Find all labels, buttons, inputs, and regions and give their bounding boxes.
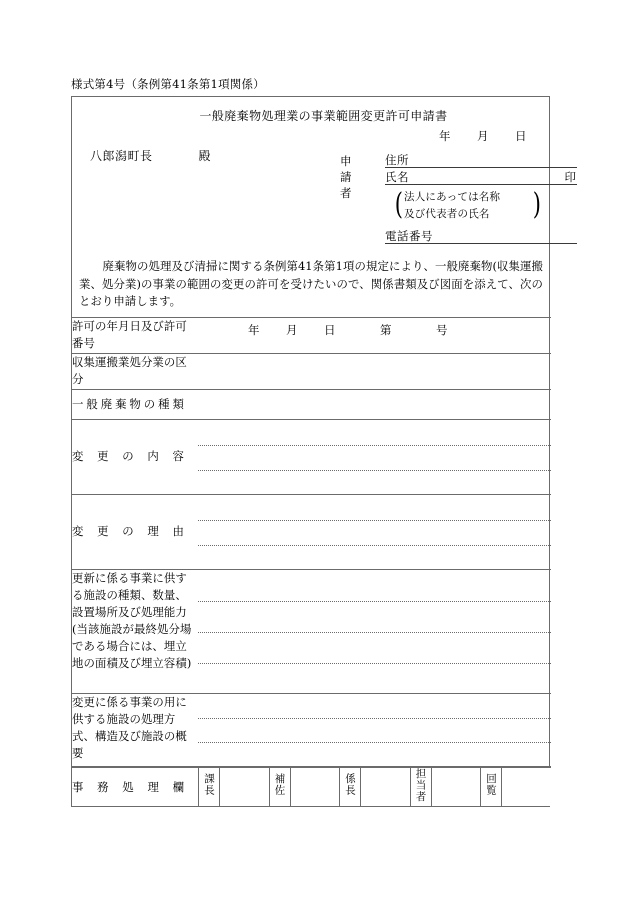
row-label-waste-kind-text: 一般廃棄物の種類: [72, 396, 184, 411]
body-paragraph: [72, 255, 549, 317]
office-label-circulation: [481, 767, 502, 806]
date-day-label: 日: [515, 129, 527, 143]
office-label-section-chief: [199, 767, 220, 806]
date-month-label: 月: [477, 129, 489, 143]
row-value-waste-kind[interactable]: [198, 389, 551, 419]
dotted-divider: [198, 742, 551, 743]
table-row: [72, 767, 551, 806]
seal-mark: 印: [564, 170, 576, 184]
row-label-business-type: 収集運搬業処分業の区分: [72, 353, 198, 389]
permit-gou-label: 号: [436, 322, 448, 337]
form-number: 様式第4号（条例第41条第1項関係）: [71, 77, 265, 91]
office-label-assistant: [269, 767, 290, 806]
applicant-name-field[interactable]: [385, 168, 577, 185]
name-label: 氏名: [385, 170, 409, 184]
form-heading-block: [72, 97, 576, 255]
office-label-chief: [340, 767, 361, 806]
dotted-divider: [198, 545, 551, 546]
row-label-change-content-text: 変更の内容: [72, 449, 184, 463]
dotted-divider: [198, 632, 551, 633]
tel-label: 電話番号: [385, 229, 433, 243]
dotted-divider: [198, 445, 551, 446]
dotted-divider: [198, 520, 551, 521]
office-stamp-section-chief[interactable]: [220, 767, 270, 806]
form-table: [72, 317, 551, 767]
addressee-honorific: 殿: [198, 149, 212, 163]
addressee: [90, 147, 211, 164]
row-value-change-reason[interactable]: [198, 494, 551, 569]
office-processing-title: [72, 767, 199, 806]
dotted-divider: [198, 470, 551, 471]
office-label-circulation-text: 回覧: [485, 773, 497, 797]
office-processing-title-text: 事務処理欄: [72, 779, 184, 794]
table-row: [72, 569, 551, 693]
dotted-divider: [198, 663, 551, 664]
office-label-section-chief-text: 課長: [203, 773, 215, 797]
row-label-facility-outline: 変更に係る事業の用に供する施設の処理方式、構造及び施設の概要: [72, 693, 198, 766]
row-label-permit-date: 許可の年月日及び許可番号: [72, 317, 198, 353]
row-value-facility-spec[interactable]: [198, 569, 551, 693]
table-row: [72, 693, 551, 766]
office-stamp-circulation[interactable]: [502, 767, 552, 806]
application-form-frame: [71, 96, 576, 807]
office-label-assistant-text: 補佐: [273, 773, 286, 797]
office-processing-row: [72, 767, 551, 807]
corporate-note-line1: 法人にあっては名称: [404, 191, 501, 203]
permit-year-label: 年: [248, 322, 260, 337]
applicant-fields: [385, 151, 577, 244]
bracket-right-icon: ): [533, 187, 542, 222]
bracket-left-icon: (: [394, 187, 403, 222]
row-label-facility-spec: 更新に係る事業に供する施設の種類、数量、設置場所及び処理能力 (当該施設が最終処分場である場合には、埋立地の面積及び埋立容積): [72, 569, 198, 693]
corporate-note-box: [393, 188, 543, 224]
table-row: [72, 353, 551, 389]
office-stamp-chief[interactable]: [361, 767, 411, 806]
applicant-address-field[interactable]: [385, 151, 577, 168]
row-label-change-reason-text: 変更の理由: [72, 524, 184, 538]
row-label-waste-kind: [72, 389, 198, 419]
permit-day-label: 日: [324, 322, 336, 337]
corporate-note-line2: 及び代表者の氏名: [404, 208, 490, 220]
office-stamp-assistant[interactable]: [290, 767, 340, 806]
row-label-change-reason: [72, 494, 198, 569]
permit-month-label: 月: [286, 322, 298, 337]
row-value-change-content[interactable]: [198, 419, 551, 494]
date-line: [439, 128, 527, 144]
date-year-label: 年: [439, 129, 451, 143]
row-value-business-type[interactable]: [198, 353, 551, 389]
permit-dai-label: 第: [380, 322, 392, 337]
dotted-divider: [198, 601, 551, 602]
body-paragraph-text: 廃棄物の処理及び清掃に関する条例第41条第1項の規定により、一般廃棄物(収集運搬業、処分業)の事業の範囲の変更の許可を受けたいので、関係書類及び図面を添えて、次のとおり申請します。: [79, 259, 543, 308]
table-row: [72, 389, 551, 419]
office-label-staff-text: 担当者: [414, 767, 427, 802]
office-label-staff: [410, 767, 431, 806]
row-value-permit-date[interactable]: [198, 317, 551, 353]
corporate-note-text: [404, 189, 500, 223]
row-value-facility-outline[interactable]: [198, 693, 551, 766]
table-row: [72, 494, 551, 569]
applicant-tel-field[interactable]: [385, 228, 577, 244]
applicant-label: 申請者: [340, 154, 352, 200]
office-label-chief-text: 係長: [344, 773, 356, 797]
addressee-name: 八郎潟町長: [90, 149, 153, 163]
dotted-divider: [198, 718, 551, 719]
address-label: 住所: [385, 153, 409, 167]
table-row: [72, 317, 551, 353]
office-stamp-staff[interactable]: [431, 767, 481, 806]
permit-number-line: [248, 322, 448, 338]
table-row: [72, 419, 551, 494]
page-title: 一般廃棄物処理業の事業範囲変更許可申請書: [199, 109, 448, 123]
row-label-change-content: [72, 419, 198, 494]
